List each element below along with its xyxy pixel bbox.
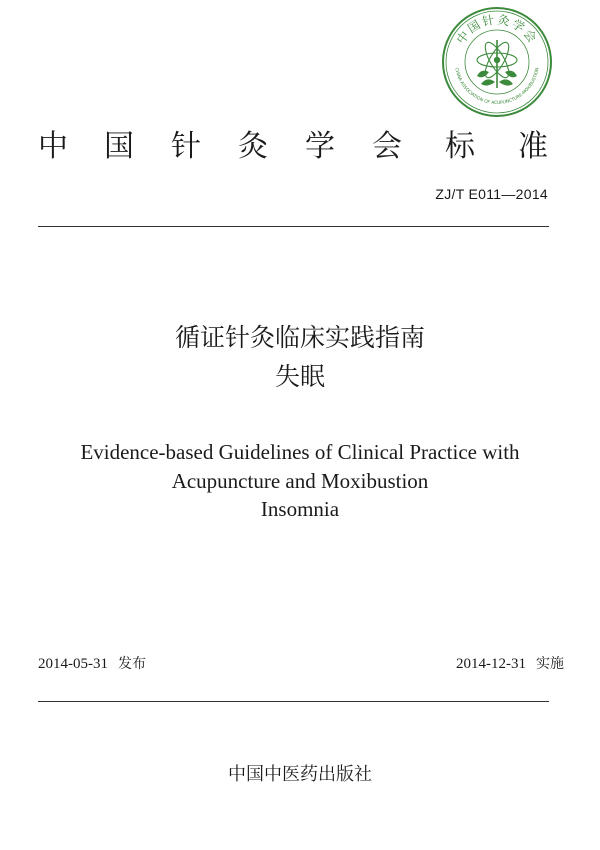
- standard-type-heading: [0, 122, 600, 172]
- english-title-line-3: Insomnia: [260, 497, 340, 521]
- effective-date-row: [456, 653, 564, 673]
- heading-char: 灸: [238, 129, 268, 164]
- heading-char: 标: [445, 129, 475, 164]
- bottom-divider: [38, 701, 549, 702]
- heading-char: 准: [518, 129, 548, 164]
- heading-char: 国: [104, 129, 134, 164]
- effective-label: 实施: [536, 656, 564, 672]
- english-title-line-1: Evidence-based Guidelines of Clinical Practice with: [80, 440, 520, 464]
- chinese-subtitle: 失眠: [274, 362, 325, 391]
- heading-char: 学: [305, 129, 335, 164]
- effective-date: 2014-12-31: [456, 656, 526, 672]
- svg-text:中国针灸学会: 中国针灸学会: [453, 12, 541, 47]
- heading-char: 中: [38, 129, 68, 164]
- heading-char: 针: [171, 129, 201, 164]
- publisher-name: 中国中医药出版社: [228, 764, 372, 785]
- svg-text:CHINA ASSOCIATION OF ACUPUNCTU: CHINA ASSOCIATION OF ACUPUNCTURE-MOXIBUSTION: [453, 67, 541, 107]
- issue-label: 发布: [118, 656, 146, 672]
- association-seal-logo: [441, 6, 553, 118]
- issue-date-row: [38, 653, 146, 673]
- chinese-title: 循证针灸临床实践指南: [174, 323, 425, 352]
- heading-char: 会: [372, 129, 402, 164]
- english-title-line-2: Acupuncture and Moxibustion: [171, 469, 429, 493]
- top-divider: [38, 226, 549, 227]
- standard-code: ZJ/T E011—2014: [435, 186, 548, 202]
- issue-date: 2014-05-31: [38, 656, 108, 672]
